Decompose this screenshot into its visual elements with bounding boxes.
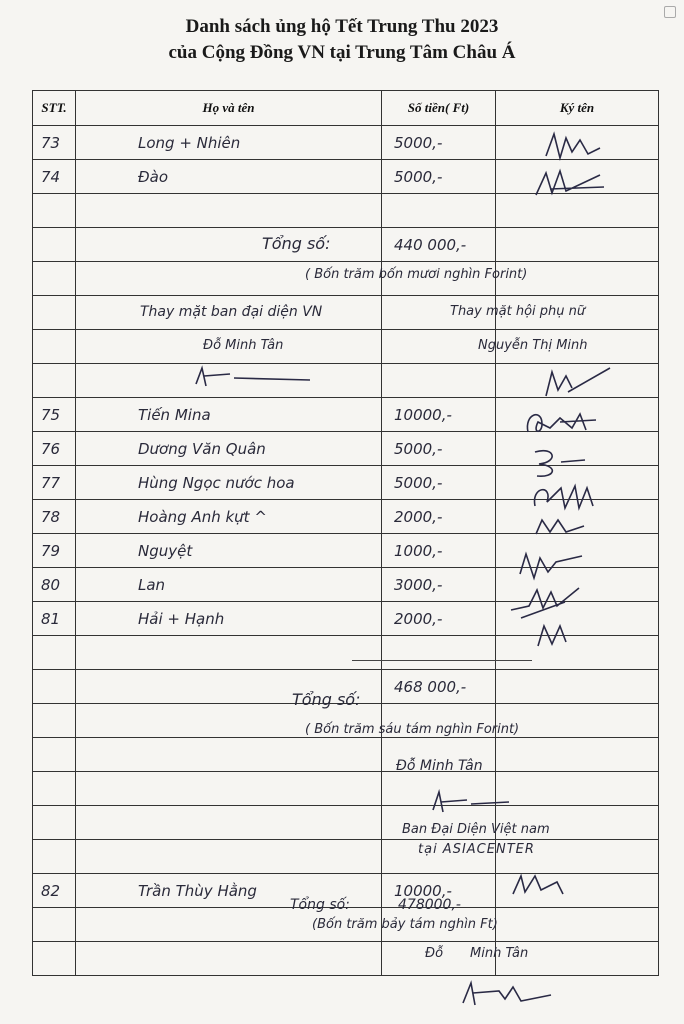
row-name-cell	[76, 160, 382, 194]
row-stt-cell	[33, 126, 76, 160]
row-amount-cell	[382, 534, 496, 568]
row-amount-cell	[382, 126, 496, 160]
table-row	[33, 738, 659, 772]
row-name: Lan	[138, 576, 166, 594]
row-stt-cell	[33, 432, 76, 466]
row-signature-cell-cell	[496, 908, 659, 942]
row-name-cell	[76, 568, 382, 602]
col-header-stt: STT.	[33, 91, 76, 126]
row-name-cell	[76, 942, 382, 976]
signature-rep-left	[190, 362, 320, 392]
row-stt-cell	[33, 636, 76, 670]
rep3-name-part1: Đỗ	[425, 946, 444, 961]
row-amount-cell	[382, 160, 496, 194]
row-stt: 82	[41, 882, 61, 900]
row-stt-cell	[33, 194, 76, 228]
board-line2: tại ASIACENTER	[418, 842, 535, 857]
row-stt-cell	[33, 398, 76, 432]
row-name-cell	[76, 602, 382, 636]
signature-rep3	[455, 975, 565, 1011]
document-title-line2: của Cộng Đồng VN tại Trung Tâm Châu Á	[168, 42, 516, 63]
row-stt-cell	[33, 942, 76, 976]
row-amount: 10000,-	[394, 882, 452, 900]
row-stt-cell	[33, 908, 76, 942]
total-rule	[352, 660, 532, 661]
rep-left-label: Thay mặt ban đại diện VN	[140, 304, 323, 320]
row-amount-cell	[382, 602, 496, 636]
row-stt: 76	[41, 440, 61, 458]
row-name-cell	[76, 432, 382, 466]
total3-label: Tổng số:	[290, 897, 350, 913]
row-stt-cell	[33, 772, 76, 806]
row-name: Tiến Mina	[138, 406, 211, 424]
total1-label: Tổng số:	[262, 234, 331, 253]
row-name-cell	[76, 500, 382, 534]
row-name: Hải + Hạnh	[138, 610, 225, 628]
page-corner-mark	[664, 6, 676, 18]
row-amount: 2000,-	[394, 610, 443, 628]
row-stt-cell	[33, 262, 76, 296]
signature-75	[520, 404, 600, 440]
board-line1: Ban Đại Diện Việt nam	[402, 822, 550, 837]
row-amount: 5000,-	[394, 168, 443, 186]
row-signature-cell-cell	[496, 670, 659, 704]
row-amount: 2000,-	[394, 508, 443, 526]
row-name-cell	[76, 466, 382, 500]
row-amount: 1000,-	[394, 542, 443, 560]
row-stt: 74	[41, 168, 61, 186]
row-stt: 75	[41, 406, 61, 424]
row-name: Trần Thùy Hằng	[138, 882, 257, 900]
row-stt: 73	[41, 134, 61, 152]
row-name-cell	[76, 534, 382, 568]
row-stt-cell	[33, 500, 76, 534]
row-name-cell	[76, 840, 382, 874]
row-signature-cell-cell	[496, 772, 659, 806]
row-amount-cell	[382, 636, 496, 670]
row-name-cell	[76, 772, 382, 806]
row-stt-cell	[33, 296, 76, 330]
table-row	[33, 772, 659, 806]
row-stt-cell	[33, 466, 76, 500]
row-name-cell	[76, 126, 382, 160]
row-signature-cell-cell	[496, 228, 659, 262]
row-stt-cell	[33, 534, 76, 568]
rep2-name: Đỗ Minh Tân	[396, 758, 483, 774]
row-amount-cell	[382, 500, 496, 534]
row-stt: 77	[41, 474, 61, 492]
row-stt-cell	[33, 738, 76, 772]
row-stt: 80	[41, 576, 61, 594]
row-amount-cell	[382, 568, 496, 602]
row-stt-cell	[33, 602, 76, 636]
row-amount-cell	[382, 398, 496, 432]
table-row	[33, 806, 659, 840]
col-header-signature: Ký tên	[496, 91, 659, 126]
signature-rep-right	[538, 362, 618, 402]
signature-82	[505, 866, 575, 902]
signature-rep2	[425, 786, 515, 816]
row-name-cell	[76, 194, 382, 228]
rep-right-label: Thay mặt hội phụ nữ	[450, 304, 586, 319]
row-amount-cell	[382, 228, 496, 262]
row-stt-cell	[33, 160, 76, 194]
row-stt-cell	[33, 806, 76, 840]
row-name: Long + Nhiên	[138, 134, 241, 152]
row-stt: 78	[41, 508, 61, 526]
row-signature-cell-cell	[496, 738, 659, 772]
table-row	[33, 228, 659, 262]
total2-words: ( Bốn trăm sáu tám nghìn Forint)	[305, 722, 520, 737]
row-stt-cell	[33, 670, 76, 704]
row-amount: 5000,-	[394, 134, 443, 152]
rep-right-name: Nguyễn Thị Minh	[478, 338, 588, 353]
row-stt: 81	[41, 610, 61, 628]
row-stt-cell	[33, 364, 76, 398]
row-amount: 440 000,-	[394, 236, 467, 254]
row-amount: 3000,-	[394, 576, 443, 594]
row-name-cell	[76, 228, 382, 262]
row-stt-cell	[33, 704, 76, 738]
row-name: Đào	[138, 168, 168, 186]
row-name-cell	[76, 738, 382, 772]
row-amount-cell	[382, 194, 496, 228]
rep3-name-part2: Minh Tân	[470, 946, 529, 961]
row-amount: 468 000,-	[394, 678, 467, 696]
rep-left-name: Đỗ Minh Tân	[203, 338, 284, 353]
row-amount: 5000,-	[394, 474, 443, 492]
signature-81	[530, 618, 590, 652]
table-row	[33, 942, 659, 976]
row-amount-cell	[382, 670, 496, 704]
signature-77	[525, 476, 605, 516]
table-header-row	[33, 91, 659, 126]
total3-words: (Bốn trăm bảy tám nghìn Ft)	[312, 917, 498, 932]
row-amount: 5000,-	[394, 440, 443, 458]
row-name: Nguyệt	[138, 542, 193, 560]
row-name: Hùng Ngọc nước hoa	[138, 474, 295, 492]
row-amount: 10000,-	[394, 406, 452, 424]
row-name: Dương Văn Quân	[138, 440, 266, 458]
document-title-line1: Danh sách ủng hộ Tết Trung Thu 2023	[185, 16, 499, 37]
total2-label: Tổng số:	[292, 690, 361, 709]
signature-73	[540, 128, 610, 164]
total1-words: ( Bốn trăm bốn mươi nghìn Forint)	[305, 267, 528, 282]
signature-78	[530, 512, 590, 542]
row-stt: 79	[41, 542, 61, 560]
col-header-name: Họ và tên	[76, 91, 382, 126]
col-header-amount: Số tiền( Ft)	[382, 91, 496, 126]
row-stt-cell	[33, 874, 76, 908]
signature-74	[530, 165, 610, 201]
total3-amount: 478000,-	[398, 897, 461, 913]
row-name-cell	[76, 636, 382, 670]
row-stt-cell	[33, 840, 76, 874]
row-stt-cell	[33, 568, 76, 602]
row-amount-cell	[382, 432, 496, 466]
row-amount-cell	[382, 364, 496, 398]
row-name-cell	[76, 398, 382, 432]
row-name: Hoàng Anh kựt ^	[138, 508, 267, 526]
row-stt-cell	[33, 330, 76, 364]
row-name-cell	[76, 806, 382, 840]
row-stt-cell	[33, 228, 76, 262]
row-signature-cell-cell	[496, 704, 659, 738]
row-amount-cell	[382, 466, 496, 500]
